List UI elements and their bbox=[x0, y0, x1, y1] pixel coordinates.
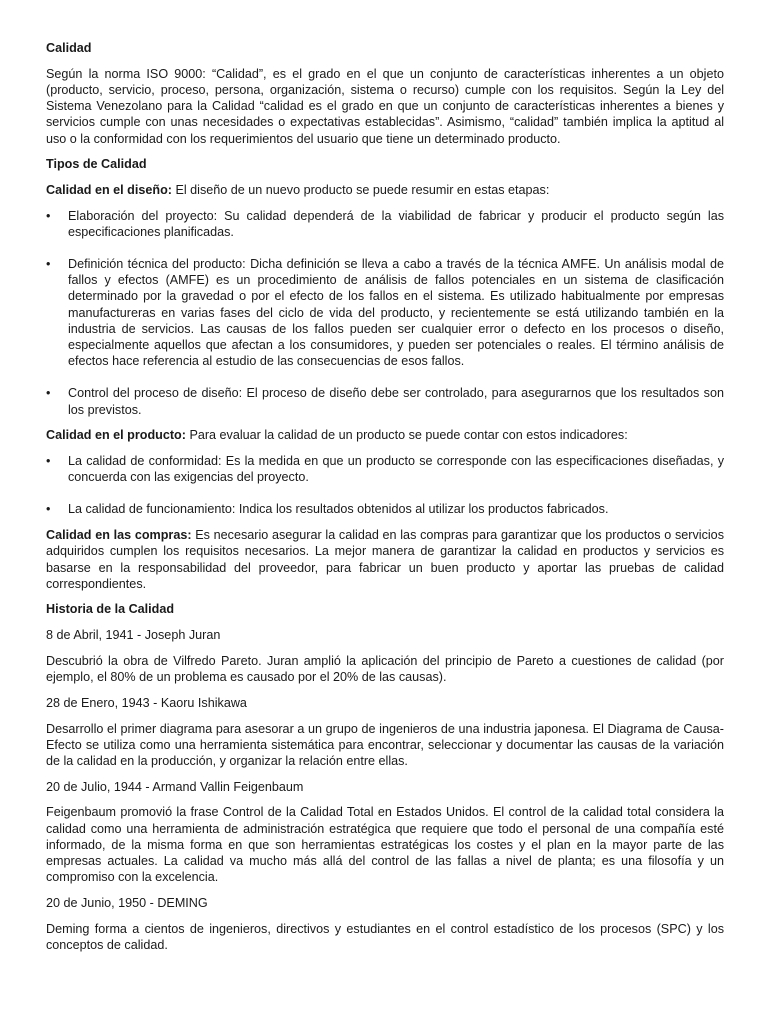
producto-label: Calidad en el producto: bbox=[46, 428, 186, 443]
section-title-calidad: Calidad bbox=[46, 41, 92, 55]
diseno-bullet-list bbox=[46, 208, 724, 418]
historia-text: Feigenbaum promovió la frase Control de la Calidad Total en Estados Unidos. El control de la calidad total considera la calidad como una herramienta de administración estratégica que requiere que todo el personal de una compañía esté informado, de la misma forma en que son herramientas estratégicas los costes y el plan en la mayor parte de las empresas actuales. La calidad va mucho más allá del control de las fallas a nivel de planta; es una filosofía y un compromiso con la excelencia. bbox=[46, 805, 724, 885]
intro-paragraph: Según la norma ISO 9000: “Calidad”, es el grado en el que un conjunto de características inherentes a un objeto (producto, servicio, proceso, persona, organización, sistema o recurso) cumple con los requisitos. Según la Ley del Sistema Venezolano para la Calidad “calidad es el grado en que un conjunto de características inherentes a bienes y servicios cumple con unas necesidades o expectativas establecidas”. Asimismo, “calidad” también implica la aptitud al uso o la conformidad con los requerimientos del usuario que tiene un determinado producto. bbox=[46, 66, 724, 146]
compras-text: Es necesario asegurar la calidad en las compras para garantizar que los productos o servicios adquiridos cumplen los requisitos necesarios. La mejor manera de garantizar la calidad en productos y servicios es basarse en la responsabilidad del proveedor, para fabricar un buen producto y aportar las pruebas de calidad correspondientes. bbox=[46, 528, 724, 591]
diseno-paragraph bbox=[46, 182, 724, 198]
list-item: • Control del proceso de diseño: El proceso de diseño debe ser controlado, para asegurarnos que los resultados son los previstos. bbox=[46, 385, 724, 417]
producto-paragraph bbox=[46, 427, 724, 443]
historia-date: 8 de Abril, 1941 - Joseph Juran bbox=[46, 628, 221, 643]
list-item: • La calidad de conformidad: Es la medida en que un producto se corresponde con las especificaciones diseñadas, y concuerda con las exigencias del proyecto. bbox=[46, 453, 724, 485]
diseno-label: Calidad en el diseño: bbox=[46, 182, 172, 197]
historia-text: Descubrió la obra de Vilfredo Pareto. Juran amplió la aplicación del principio de Pareto a cuestiones de calidad (por ejemplo, el 80% de un problema es causado por el 20% de las causas). bbox=[46, 653, 724, 685]
section-title-historia: Historia de la Calidad bbox=[46, 602, 175, 617]
compras-paragraph bbox=[46, 527, 724, 592]
historia-date: 28 de Enero, 1943 - Kaoru Ishikawa bbox=[46, 695, 247, 710]
section-title-tipos: Tipos de Calidad bbox=[46, 157, 147, 172]
diseno-text: El diseño de un nuevo producto se puede resumir en estas etapas: bbox=[171, 182, 550, 197]
producto-bullet-list bbox=[46, 453, 724, 518]
historia-date: 20 de Julio, 1944 - Armand Vallin Feigenbaum bbox=[46, 779, 304, 794]
historia-text: Desarrollo el primer diagrama para asesorar a un grupo de ingenieros de una industria japonesa. El Diagrama de Causa-Efecto se utiliza como una herramienta sistemática para encontrar, seleccionar y documentar las causas de la variación de la calidad en la producción, y organizar la relación entre ellas. bbox=[46, 721, 724, 768]
historia-text: Deming forma a cientos de ingenieros, directivos y estudiantes en el control estadístico de los procesos (SPC) y los conceptos de calidad. bbox=[46, 921, 724, 952]
list-item: • La calidad de funcionamiento: Indica los resultados obtenidos al utilizar los productos fabricados. bbox=[46, 501, 724, 517]
compras-label: Calidad en las compras: bbox=[46, 528, 192, 543]
list-item: • Definición técnica del producto: Dicha definición se lleva a cabo a través de la técnica AMFE. Un análisis modal de fallos y efectos (AMFE) es un procedimiento de análisis de fallos potenciales en un sistema de clasificación determinado por la gravedad o por el efecto de los fallos en el sistema. Es utilizado habitualmente por empresas manufactureras en varias fases del ciclo de vida del producto, y recientemente se está utilizando también en la industria de servicios. Las causas de los fallos pueden ser cualquier error o defecto en los procesos o diseño, especialmente aquellos que afectan a los consumidores, y pueden ser potenciales o reales. El término análisis de efectos hace referencia al estudio de las consecuencias de esos fallos. bbox=[46, 256, 724, 369]
list-item: • Elaboración del proyecto: Su calidad dependerá de la viabilidad de fabricar y producir el producto según las especificaciones planificadas. bbox=[46, 208, 724, 240]
historia-date: 20 de Junio, 1950 - DEMING bbox=[46, 895, 208, 910]
producto-text: Para evaluar la calidad de un producto se puede contar con estos indicadores: bbox=[185, 428, 628, 443]
